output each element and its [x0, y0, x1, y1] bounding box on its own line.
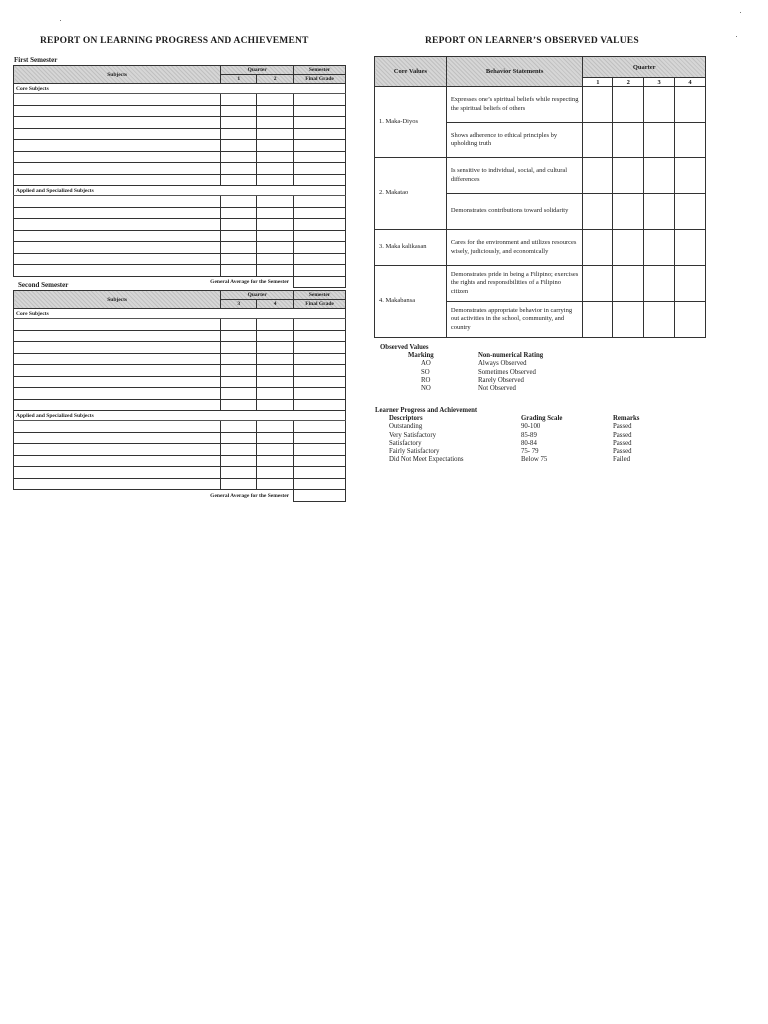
subjects-header: Subjects [14, 291, 221, 309]
descriptor: Very Satisfactory [389, 431, 436, 439]
applied-subjects-label: Applied and Specialized Subjects [14, 186, 346, 196]
quarter-1-header: 1 [221, 75, 257, 84]
observed-values-table [374, 56, 706, 338]
remark: Passed [613, 439, 632, 447]
grade-row [14, 128, 346, 140]
core-value-makabansa: 4. Makabansa [375, 266, 447, 338]
grade-row [14, 230, 346, 242]
grading-scale: 75- 79 [521, 448, 539, 456]
behavior-statement: Demonstrates appropriate behavior in carrying out activities in the school, community, and country [446, 302, 583, 338]
grading-scale-header: Grading Scale [521, 415, 563, 423]
rating-header: Non-numerical Rating [478, 352, 544, 360]
grade-row [14, 242, 346, 254]
quarter-4-header: 4 [257, 300, 294, 309]
behavior-statement: Expresses one’s spiritual beliefs while respecting the spiritual beliefs of others [446, 87, 583, 123]
semester-header: Semester [294, 66, 346, 75]
core-values-header: Core Values [375, 57, 447, 87]
quarter-3-header: 3 [221, 300, 257, 309]
descriptors-header: Descriptors [389, 415, 423, 423]
descriptor: Satisfactory [389, 439, 422, 447]
core-subjects-label: Core Subjects [14, 309, 346, 319]
grade-row [14, 330, 346, 342]
grade-row [14, 105, 346, 117]
grading-scale: Below 75 [521, 456, 548, 464]
core-subjects-label: Core Subjects [14, 84, 346, 94]
legend-row [380, 360, 543, 368]
core-value-maka-diyos: 1. Maka-Diyos [375, 87, 447, 158]
descriptor: Fairly Satisfactory [389, 448, 440, 456]
grade-row [14, 151, 346, 163]
grade-row [14, 444, 346, 456]
scan-speck [736, 36, 737, 37]
grade-row [14, 353, 346, 365]
quarter-1-header: 1 [583, 78, 613, 87]
final-grade-header: Final Grade [294, 300, 346, 309]
grade-row [14, 388, 346, 400]
behavior-statement: Shows adherence to ethical principles by upholding truth [446, 123, 583, 158]
marking-code: AO [421, 360, 431, 368]
general-average-cell[interactable] [294, 490, 346, 502]
marking-code: RO [421, 376, 431, 384]
behavior-statement: Is sensitive to individual, social, and cultural differences [446, 158, 583, 194]
grade-row [14, 365, 346, 377]
behavior-statement: Demonstrates contributions toward solidarity [446, 194, 583, 230]
progress-row [375, 448, 639, 456]
grading-scale: 80-84 [521, 439, 537, 447]
grade-row [14, 140, 346, 152]
legend-row [380, 377, 543, 385]
quarter-header: Quarter [583, 57, 706, 78]
observed-values-heading: Observed Values [380, 344, 429, 351]
applied-subjects-label: Applied and Specialized Subjects [14, 411, 346, 421]
grade-row [14, 421, 346, 433]
general-average-label: General Average for the Semester [210, 492, 290, 499]
grade-row [14, 207, 346, 219]
learner-progress-legend [375, 407, 639, 464]
first-semester-label: First Semester [14, 56, 58, 64]
grade-row [14, 478, 346, 490]
grade-row [14, 163, 346, 175]
grade-row [14, 319, 346, 331]
grade-row [14, 253, 346, 265]
grade-row [14, 174, 346, 186]
rating-text: Sometimes Observed [478, 368, 536, 376]
grade-row [14, 219, 346, 231]
learning-progress-title: REPORT ON LEARNING PROGRESS AND ACHIEVEMENT [40, 36, 309, 46]
grade-row [14, 376, 346, 388]
grade-row [14, 265, 346, 277]
behavior-statement: Cares for the environment and utilizes resources wisely, judiciously, and economically [446, 230, 583, 266]
scan-speck [60, 20, 61, 21]
remark: Failed [613, 456, 630, 464]
remark: Passed [613, 448, 632, 456]
descriptor: Did Not Meet Expectations [389, 456, 464, 464]
learner-progress-heading: Learner Progress and Achievement [375, 407, 478, 414]
remarks-header: Remarks [613, 415, 640, 423]
remark: Passed [613, 431, 632, 439]
second-semester-table [13, 290, 346, 502]
descriptor: Outstanding [389, 423, 423, 431]
marking-code: NO [421, 385, 431, 393]
behavior-statements-header: Behavior Statements [446, 57, 583, 87]
progress-row [375, 432, 639, 440]
grade-row [14, 455, 346, 467]
core-value-maka-kalikasan: 3. Maka kalikasan [375, 230, 447, 266]
remark: Passed [613, 423, 632, 431]
general-average-cell[interactable] [294, 276, 346, 288]
final-grade-header: Final Grade [294, 75, 346, 84]
quarter-4-header: 4 [675, 78, 706, 87]
progress-row [375, 456, 639, 464]
grade-row [14, 196, 346, 208]
behavior-statement: Demonstrates pride in being a Filipino; exercises the rights and responsibilities of a Filipino citizen [446, 266, 583, 302]
grade-row [14, 399, 346, 411]
grading-scale: 85-89 [521, 431, 537, 439]
observed-values-title: REPORT ON LEARNER’S OBSERVED VALUES [425, 36, 639, 46]
subjects-header: Subjects [14, 66, 221, 84]
quarter-header: Quarter [221, 66, 294, 75]
quarter-2-header: 2 [257, 75, 294, 84]
quarter-header: Quarter [221, 291, 294, 300]
grade-row [14, 117, 346, 129]
rating-text: Not Observed [478, 385, 516, 393]
progress-row [375, 440, 639, 448]
scan-speck [740, 12, 741, 13]
second-semester-label: Second Semester [18, 281, 69, 289]
observed-values-legend [380, 344, 543, 393]
grade-row [14, 432, 346, 444]
rating-text: Always Observed [478, 360, 527, 368]
grade-row [14, 342, 346, 354]
marking-code: SO [421, 368, 430, 376]
semester-header: Semester [294, 291, 346, 300]
rating-text: Rarely Observed [478, 376, 524, 384]
progress-row [375, 423, 639, 431]
core-value-makatao: 2. Makatao [375, 158, 447, 230]
general-average-label: General Average for the Semester [210, 279, 290, 285]
first-semester-table [13, 65, 346, 288]
quarter-3-header: 3 [644, 78, 675, 87]
grade-row [14, 467, 346, 479]
quarter-2-header: 2 [613, 78, 644, 87]
legend-row [380, 369, 543, 377]
legend-row [380, 385, 543, 393]
grading-scale: 90-100 [521, 423, 541, 431]
grade-row [14, 94, 346, 106]
marking-header: Marking [408, 352, 434, 360]
